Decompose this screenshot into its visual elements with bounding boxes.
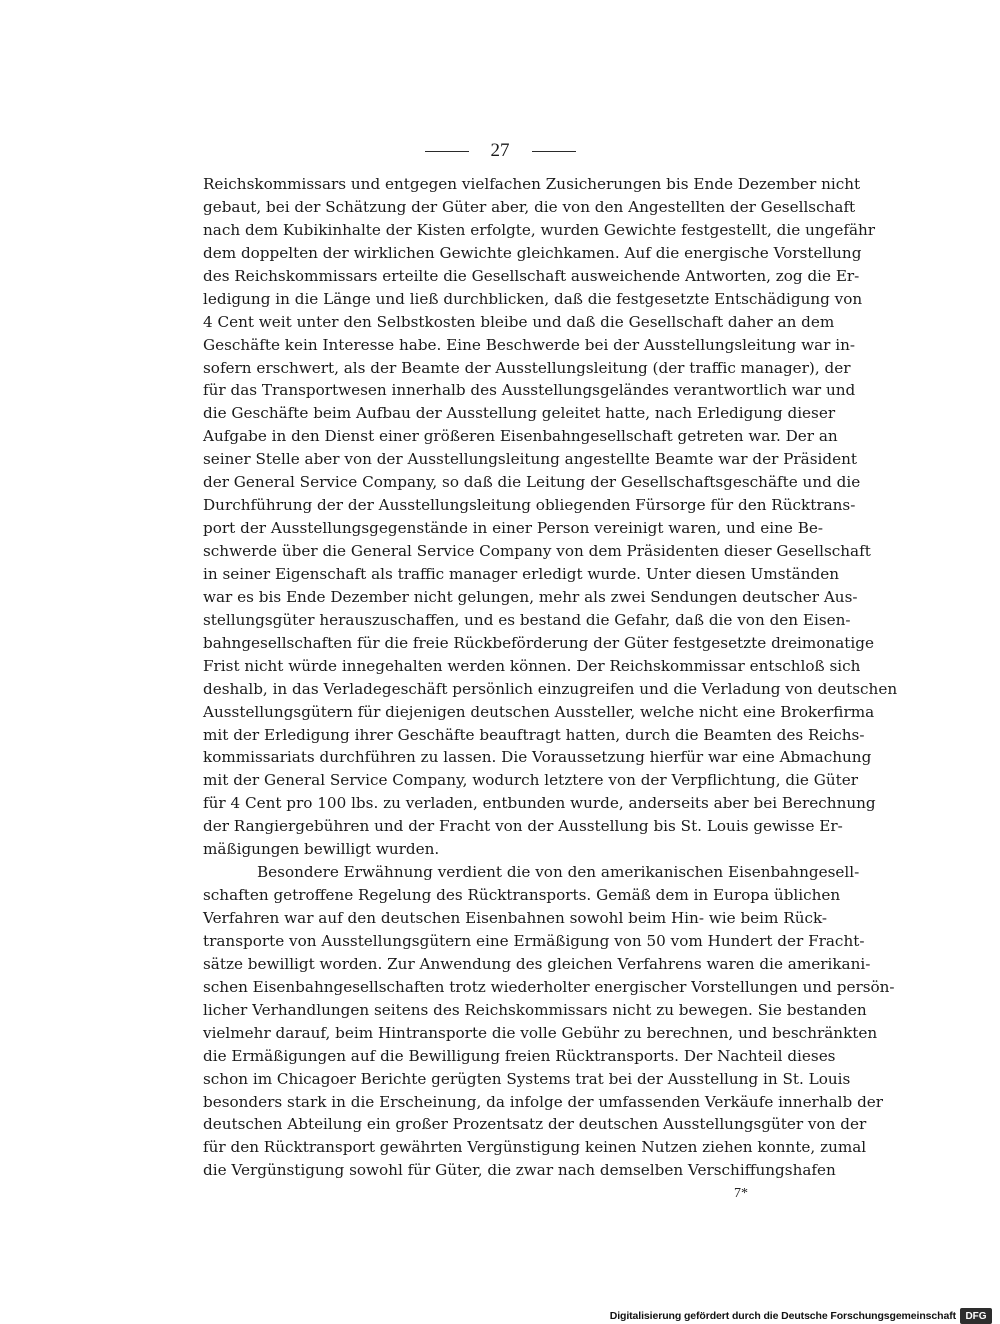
text-line: für den Rücktransport gewährten Vergünstigung keinen Nutzen ziehen konnte, zumal	[203, 1138, 867, 1157]
text-line: nach dem Kubikinhalte der Kisten erfolgte, wurden Gewichte festgestellt, die ungefähr	[203, 220, 876, 239]
text-line: Verfahren war auf den deutschen Eisenbahnen sowohl beim Hin- wie beim Rück-	[203, 909, 828, 927]
signature-mark: 7*	[734, 1186, 748, 1201]
text-line: Reichskommissars und entgegen vielfachen Zusicherungen bis Ende Dezember nicht	[203, 175, 861, 193]
text-line: ledigung in die Länge und ließ durchblicken, daß die festgesetzte Entschädigung von	[203, 289, 863, 308]
text-line: Aufgabe in den Dienst einer größeren Eisenbahngesellschaft getreten war. Der an	[203, 427, 838, 446]
text-line: schen Eisenbahngesellschaften trotz wiederholter energischer Vorstellungen und persön-	[203, 977, 895, 996]
text-line: Besondere Erwähnung verdient die von den amerikanischen Eisenbahngesell-	[257, 863, 860, 882]
text-line: Durchführung der der Ausstellungsleitung obliegenden Fürsorge für den Rücktrans-	[203, 496, 856, 515]
page-header	[0, 136, 1000, 166]
text-line: mit der Erledigung ihrer Geschäfte beauftragt hatten, durch die Beamten des Reichs-	[203, 725, 865, 744]
text-line: Geschäfte kein Interesse habe. Eine Beschwerde bei der Ausstellungsleitung war in-	[203, 335, 855, 354]
dfg-logo: DFG	[960, 1308, 992, 1324]
text-line: seiner Stelle aber von der Ausstellungsleitung angestellte Beamte war der Präsident	[203, 450, 857, 469]
text-line: sätze bewilligt worden. Zur Anwendung des gleichen Verfahrens waren die amerikani-	[203, 954, 871, 973]
text-line: sofern erschwert, als der Beamte der Ausstellungsleitung (der traffic manager), der	[203, 358, 851, 377]
text-line: deutschen Abteilung ein großer Prozentsatz der deutschen Ausstellungsgüter von der	[203, 1115, 867, 1134]
text-line: 4 Cent weit unter den Selbstkosten bleibe und daß die Gesellschaft daher an dem	[203, 312, 835, 331]
text-line: Ausstellungsgütern für diejenigen deutschen Aussteller, welche nicht eine Brokerfirma	[203, 702, 875, 721]
header-rule-left	[425, 151, 469, 152]
text-line: war es bis Ende Dezember nicht gelungen, mehr als zwei Sendungen deutscher Aus-	[203, 587, 858, 606]
text-line: schon im Chicagoer Berichte gerügten Systems trat bei der Ausstellung in St. Louis	[203, 1069, 851, 1088]
text-line: der General Service Company, so daß die Leitung der Gesellschaftsgeschäfte und die	[203, 473, 861, 492]
text-line: vielmehr darauf, beim Hintransporte die volle Gebühr zu berechnen, und beschränkten	[203, 1023, 878, 1042]
text-line: gebaut, bei der Schätzung der Güter aber, die von den Angestellten der Gesellschaft	[203, 197, 856, 216]
text-line: bahngesellschaften für die freie Rückbeförderung der Güter festgesetzte dreimonatige	[203, 633, 874, 652]
digitization-footer	[0, 1300, 1000, 1324]
text-line: licher Verhandlungen seitens des Reichskommissars nicht zu bewegen. Sie bestanden	[203, 1000, 867, 1019]
text-line: des Reichskommissars erteilte die Gesellschaft ausweichende Antworten, zog die Er-	[203, 266, 860, 285]
text-line: schaften getroffene Regelung des Rücktransports. Gemäß dem in Europa üblichen	[203, 886, 841, 905]
body-text	[203, 173, 898, 1182]
text-line: deshalb, in das Verladegeschäft persönlich einzugreifen und die Verladung von deutschen	[203, 679, 898, 698]
text-line: die Geschäfte beim Aufbau der Ausstellung geleitet hatte, nach Erledigung dieser	[203, 404, 836, 423]
funding-note: Digitalisierung gefördert durch die Deutsche Forschungsgemeinschaft	[609, 1310, 956, 1322]
text-line: für das Transportwesen innerhalb des Ausstellungsgeländes verantwortlich war und	[203, 381, 856, 400]
text-line: der Rangiergebühren und der Fracht von der Ausstellung bis St. Louis gewisse Er-	[203, 817, 843, 836]
text-line: mit der General Service Company, wodurch letztere von der Verpflichtung, die Güter	[203, 771, 859, 790]
text-line: dem doppelten der wirklichen Gewichte gleichkamen. Auf die energische Vorstellung	[203, 243, 862, 262]
text-line: schwerde über die General Service Company von dem Präsidenten dieser Gesellschaft	[203, 542, 871, 560]
text-line: kommissariats durchführen zu lassen. Die Voraussetzung hierfür war eine Abmachung	[203, 748, 872, 767]
page-number: 27	[490, 140, 510, 161]
text-line: für 4 Cent pro 100 lbs. zu verladen, entbunden wurde, anderseits aber bei Berechnung	[203, 794, 876, 813]
text-line: die Ermäßigungen auf die Bewilligung freien Rücktransports. Der Nachteil dieses	[203, 1046, 836, 1065]
text-line: Frist nicht würde innegehalten werden können. Der Reichskommissar entschloß sich	[203, 656, 861, 675]
text-line: port der Ausstellungsgegenstände in einer Person vereinigt waren, und eine Be-	[203, 519, 823, 538]
text-line: besonders stark in die Erscheinung, da infolge der umfassenden Verkäufe innerhalb der	[203, 1092, 884, 1111]
text-line: transporte von Ausstellungsgütern eine Ermäßigung von 50 vom Hundert der Fracht-	[203, 931, 865, 950]
text-line: mäßigungen bewilligt wurden.	[203, 840, 440, 859]
text-line: in seiner Eigenschaft als traffic manager erledigt wurde. Unter diesen Umständen	[203, 564, 839, 583]
text-line: die Vergünstigung sowohl für Güter, die zwar nach demselben Verschiffungshafen	[203, 1161, 836, 1180]
text-line: stellungsgüter herauszuschaffen, und es bestand die Gefahr, daß die von den Eisen-	[203, 610, 851, 629]
header-rule-right	[532, 151, 576, 152]
